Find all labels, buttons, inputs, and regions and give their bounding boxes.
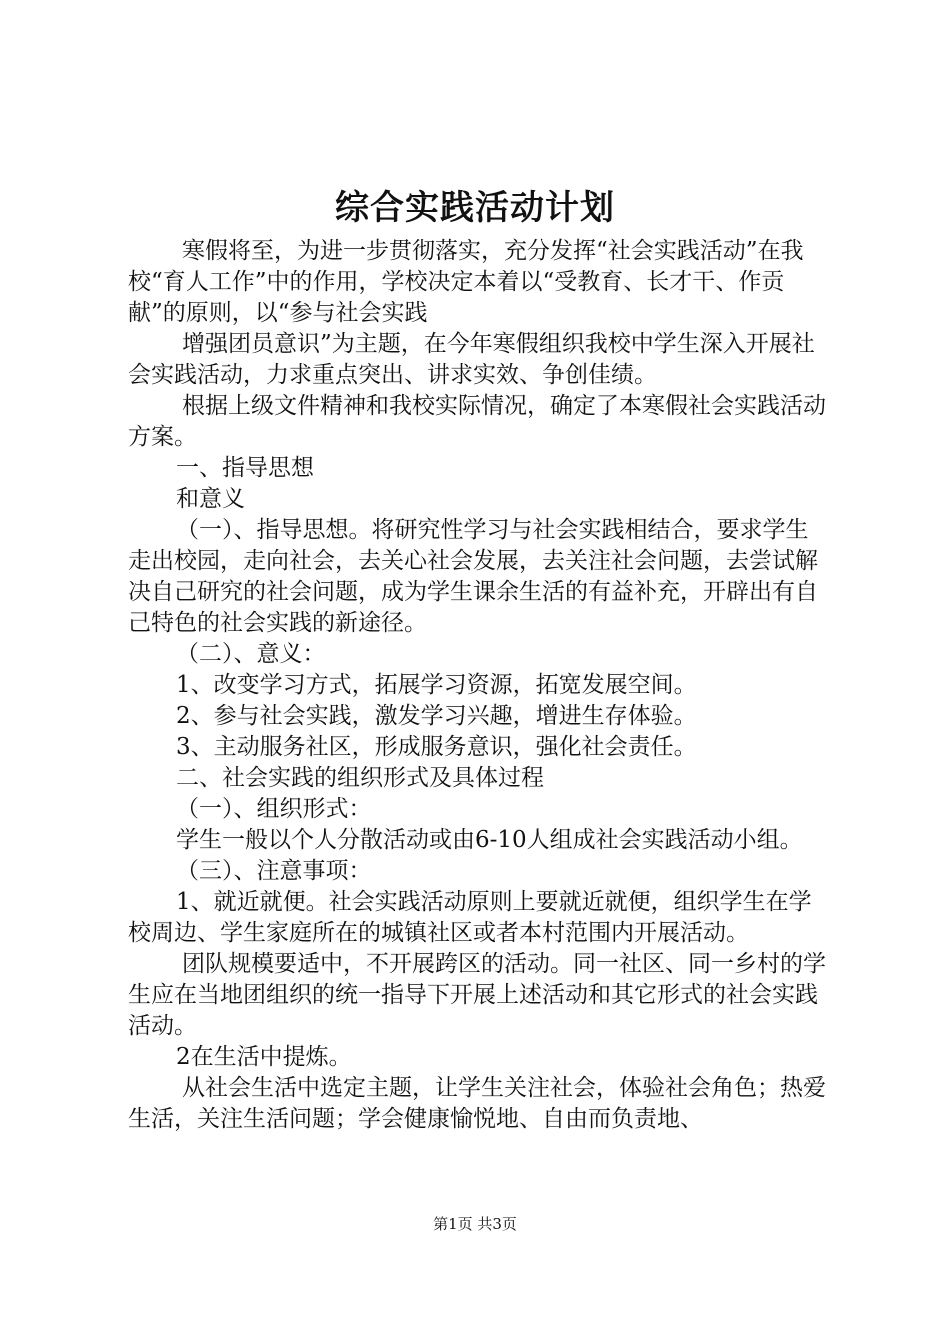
list-item: 1、改变学习方式，拓展学习资源，拓宽发展空间。 <box>176 672 697 698</box>
subheading-notes: （三）、注意事项： <box>176 858 372 884</box>
paragraph-intro: 寒假将至，为进一步贯彻落实，充分发挥“社会实践活动”在我校“育人工作”中的作用，学校决定本着以“受教育、长才干、作贡献”的原则，以“参与社会实践 <box>128 238 804 326</box>
list-item: 2、参与社会实践，激发学习兴趣，增进生存体验。 <box>176 703 697 729</box>
paragraph-guiding-thought: （一）、指导思想。将研究性学习与社会实践相结合，要求学生走出校园，走向社会，去关心社会发展，去关注社会问题，去尝试解决自己研究的社会问题，成为学生课余生活的有益补充，开辟出有自己特色的社会实践的新途径。 <box>128 517 818 636</box>
page-footer: 第1页 共3页 <box>433 1215 517 1233</box>
paragraph-basis: 根据上级文件精神和我校实际情况，确定了本寒假社会实践活动方案。 <box>128 393 826 450</box>
section-heading-1: 一、指导思想 <box>176 455 314 481</box>
paragraph-social-life: 从社会生活中选定主题，让学生关注社会，体验社会角色；热爱生活，关注生活问题；学会健康愉悦地、自由而负责地、 <box>128 1075 826 1132</box>
paragraph-theme: 增强团员意识”为主题，在今年寒假组织我校中学生深入开展社会实践活动，力求重点突出、讲求实效、争创佳绩。 <box>128 331 815 388</box>
paragraph-nearby: 1、就近就便。社会实践活动原则上要就近就便，组织学生在学校周边、学生家庭所在的城镇社区或者本村范围内开展活动。 <box>128 889 812 946</box>
document-body <box>128 236 828 1135</box>
paragraph-organization: 学生一般以个人分散活动或由6-10人组成社会实践活动小组。 <box>176 827 803 853</box>
subheading-refine: 2在生活中提炼。 <box>176 1044 352 1070</box>
section-heading-2: 二、社会实践的组织形式及具体过程 <box>176 765 544 791</box>
subheading-organization: （一）、组织形式： <box>176 796 372 822</box>
paragraph-team-size: 团队规模要适中，不开展跨区的活动。同一社区、同一乡村的学生应在当地团组织的统一指导下开展上述活动和其它形式的社会实践活动。 <box>128 951 826 1039</box>
list-item: 3、主动服务社区，形成服务意识，强化社会责任。 <box>176 734 697 760</box>
subheading-significance: （二）、意义： <box>176 641 326 667</box>
document-title: 综合实践活动计划 <box>335 188 615 228</box>
section-heading-1-cont: 和意义 <box>176 486 245 512</box>
